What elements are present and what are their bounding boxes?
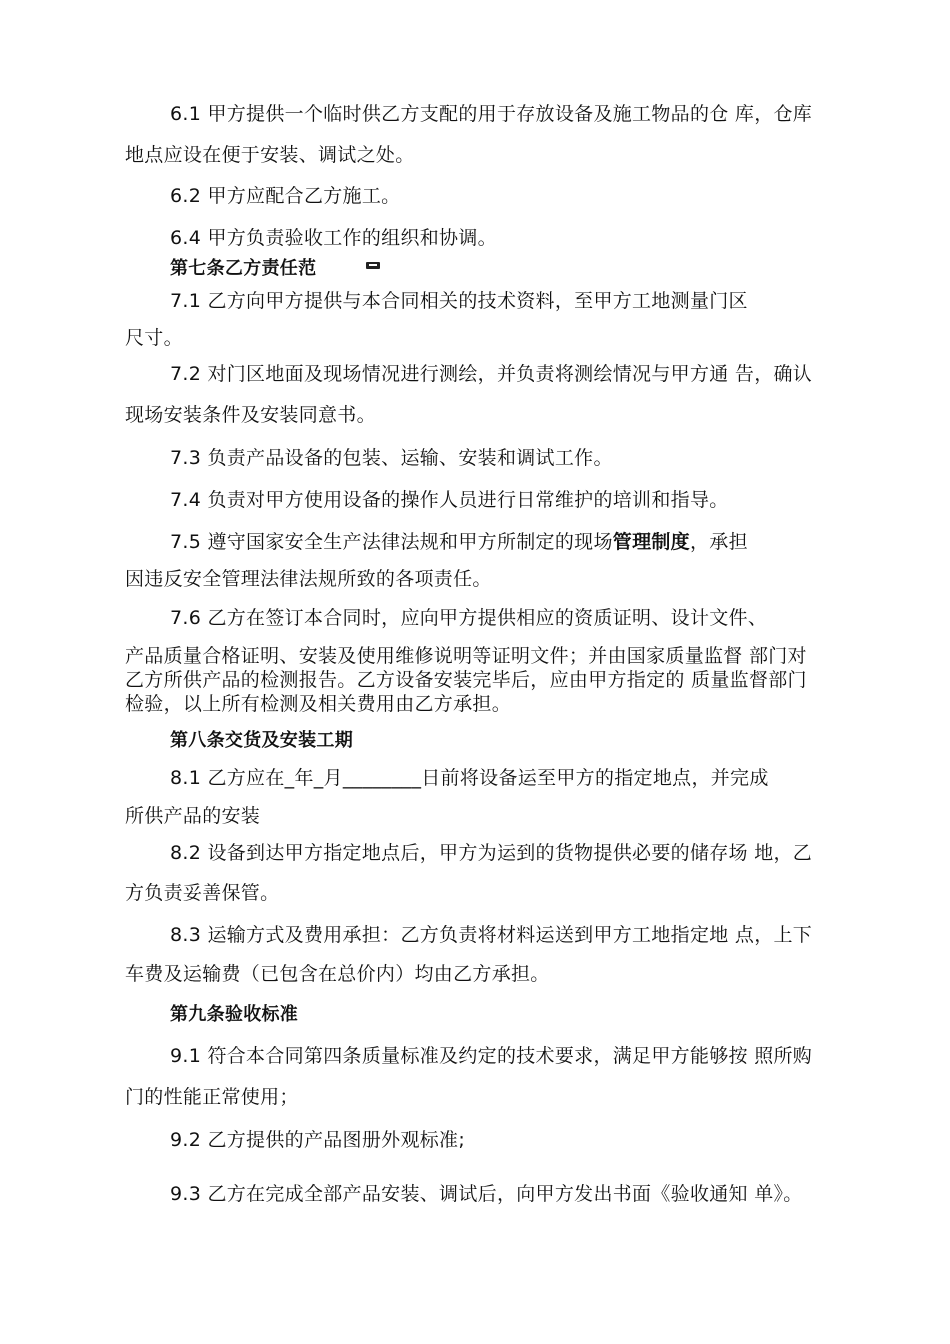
para-6-1-line-1: 6.1 甲方提供一个临时供乙方支配的用于存放设备及施工物品的仓 库，仓库 (170, 103, 813, 125)
para-6-2: 6.2 甲方应配合乙方施工。 (170, 185, 401, 207)
para-7-5-line-2: 因违反安全管理法律法规所致的各项责任。 (125, 568, 492, 590)
para-7-6-line-2: 产品质量合格证明、安装及使用维修说明等证明文件；并由国家质量监督 部门对 (125, 645, 807, 667)
para-7-5-line-1 (170, 529, 748, 555)
para-7-3: 7.3 负责产品设备的包装、运输、安装和调试工作。 (170, 447, 613, 469)
para-9-2: 9.2 乙方提供的产品图册外观标准; (170, 1129, 466, 1151)
para-7-6-line-1: 7.6 乙方在签订本合同时，应向甲方提供相应的资质证明、设计文件、 (170, 607, 768, 629)
para-7-1-line-2: 尺寸。 (125, 327, 183, 349)
para-7-5-after: ，承担 (689, 531, 748, 553)
para-9-1-line-2: 门的性能正常使用； (125, 1086, 299, 1108)
para-7-4: 7.4 负责对甲方使用设备的操作人员进行日常维护的培训和指导。 (170, 489, 729, 511)
para-7-5-text: 7.5 遵守国家安全生产法律法规和甲方所制定的现场 (170, 531, 613, 553)
para-8-1-line-2: 所供产品的安装 (125, 805, 261, 827)
para-8-1-line-1: 8.1 乙方应在_年_月________日前将设备运至甲方的指定地点，并完成 (170, 767, 769, 789)
heading-article-8: 第八条交货及安装工期 (170, 730, 353, 751)
heading-article-9: 第九条验收标准 (170, 1004, 299, 1025)
para-9-3: 9.3 乙方在完成全部产品安装、调试后，向甲方发出书面《验收通知 单》。 (170, 1183, 803, 1205)
para-8-2-line-1: 8.2 设备到达甲方指定地点后，甲方为运到的货物提供必要的储存场 地，乙 (170, 842, 813, 864)
para-7-1-line-1: 7.1 乙方向甲方提供与本合同相关的技术资料，至甲方工地测量门区 (170, 290, 748, 312)
para-6-4: 6.4 甲方负责验收工作的组织和协调。 (170, 227, 497, 249)
margin-mark-icon (366, 262, 380, 269)
para-8-3-line-2: 车费及运输费（已包含在总价内）均由乙方承担。 (125, 963, 550, 985)
para-7-2-line-2: 现场安装条件及安装同意书。 (125, 404, 376, 426)
para-7-6-line-3: 乙方所供产品的检测报告。乙方设备安装完毕后，应由甲方指定的 质量监督部门 (125, 669, 807, 691)
para-7-2-line-1: 7.2 对门区地面及现场情况进行测绘，并负责将测绘情况与甲方通 告，确认 (170, 363, 813, 385)
heading-article-7: 第七条乙方责任范 (170, 258, 317, 279)
para-9-1-line-1: 9.1 符合本合同第四条质量标准及约定的技术要求，满足甲方能够按 照所购 (170, 1045, 813, 1067)
para-8-3-line-1: 8.3 运输方式及费用承担：乙方负责将材料运送到甲方工地指定地 点，上下 (170, 924, 813, 946)
para-6-1-line-2: 地点应设在便于安装、调试之处。 (125, 144, 415, 166)
para-7-6-line-4: 检验，以上所有检测及相关费用由乙方承担。 (125, 693, 512, 715)
para-8-2-line-2: 方负责妥善保管。 (125, 882, 280, 904)
para-7-5-bold: 管理制度 (612, 531, 690, 553)
